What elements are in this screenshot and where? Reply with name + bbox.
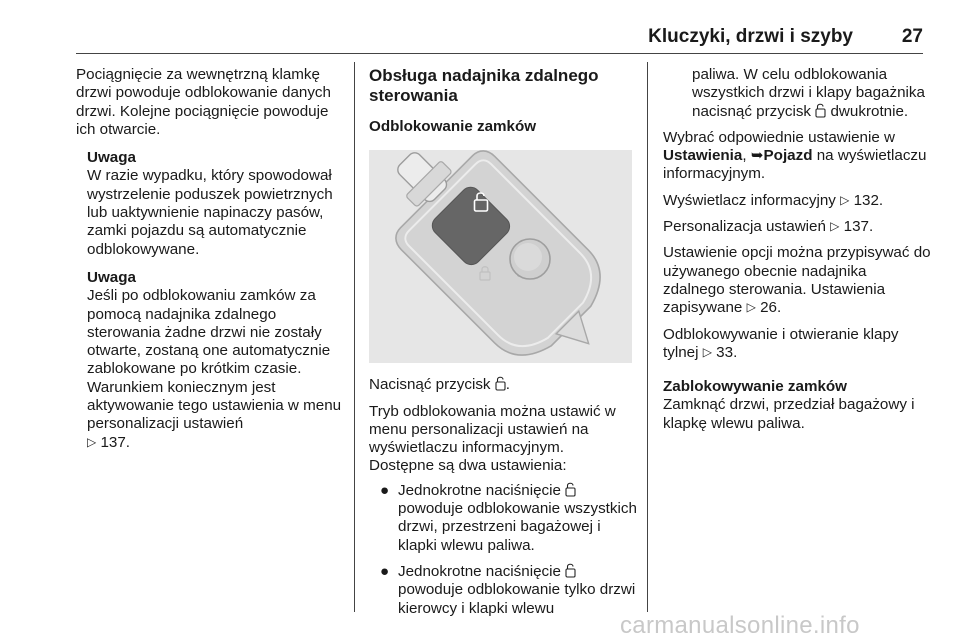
page-reference-link[interactable]: 137. bbox=[843, 218, 874, 236]
column-2 bbox=[369, 66, 637, 618]
unlock-mode-paragraph: Tryb odblokowania można ustawić w menu personalizacji ustawień na wyświetlaczu informacyjnym. bbox=[369, 402, 616, 457]
menu-separator: , bbox=[742, 147, 747, 165]
save-text: Ustawienie opcji można przypisywać do używanego obecnie nadajnika zdalnego sterowania. Ustawienia zapisywane bbox=[663, 244, 931, 317]
bullet-dot-icon: ● bbox=[380, 481, 390, 499]
unlock-icon bbox=[815, 103, 826, 118]
two-settings-paragraph: Dostępne są dwa ustawienia: bbox=[369, 457, 567, 475]
unlock-icon bbox=[565, 563, 576, 578]
menu-arrow-icon: ➥ bbox=[750, 147, 764, 165]
list-item-text: Jednokrotne naciśnięcie bbox=[398, 481, 561, 499]
settings-list bbox=[369, 482, 637, 618]
unlock-icon bbox=[565, 482, 576, 497]
page-title: Kluczyki, drzwi i szyby bbox=[648, 26, 853, 47]
watermark: carmanualsonline.info bbox=[620, 612, 860, 639]
list-item bbox=[369, 482, 637, 555]
page-reference-link[interactable]: 137. bbox=[100, 433, 131, 451]
personalization-reference bbox=[663, 218, 931, 236]
bullet-dot-icon: ● bbox=[380, 562, 390, 580]
menu-settings-label: Ustawienia bbox=[663, 147, 743, 165]
header-rule bbox=[76, 53, 923, 54]
list-item-text: Jednokrotne naciśnięcie bbox=[398, 562, 561, 580]
reference-triangle-icon: ▷ bbox=[840, 192, 850, 207]
page-header bbox=[76, 26, 923, 56]
note-title: Uwaga bbox=[87, 149, 136, 167]
intro-paragraph: Pociągnięcie za wewnętrzną klamkę drzwi powoduje odblokowanie danych drzwi. Kolejne pociągnięcie powoduje ich otwarcie. bbox=[76, 66, 331, 138]
continuation-end: dwukrotnie. bbox=[830, 102, 909, 120]
column-3 bbox=[663, 66, 931, 433]
page-reference-link[interactable]: 132. bbox=[853, 191, 884, 209]
column-divider bbox=[647, 62, 648, 612]
key-fob-illustration bbox=[369, 150, 632, 363]
display-reference bbox=[663, 192, 931, 210]
note-text bbox=[87, 287, 348, 452]
tailgate-reference bbox=[663, 326, 931, 363]
lock-paragraph: Zamknąć drzwi, przedział bagażowy i klapkę wlewu paliwa. bbox=[663, 396, 915, 432]
continuation-paragraph bbox=[692, 66, 931, 121]
key-fob-drawing bbox=[369, 150, 632, 363]
unlock-icon bbox=[495, 376, 506, 391]
reference-triangle-icon: ▷ bbox=[702, 344, 712, 359]
subsection-title: Odblokowanie zamków bbox=[369, 118, 537, 135]
page-reference-link[interactable]: 26. bbox=[760, 299, 782, 317]
column-1 bbox=[76, 66, 348, 452]
reference-triangle-icon: ▷ bbox=[830, 219, 840, 234]
note-text-body: Jeśli po odblokowaniu zamków za pomocą nadajnika zdalnego sterowania żadne drzwi nie zostały otwarte, zostaną one automatycznie zablokowane po krótkim czasie. Warunkiem koniecznym jest aktywowanie tego ustawienia w menu personalizacji ustawień bbox=[87, 287, 342, 433]
note-title: Uwaga bbox=[87, 268, 136, 286]
choose-text-end: na wyświetlaczu informacyjnym. bbox=[663, 147, 927, 183]
reference-triangle-icon: ▷ bbox=[87, 434, 97, 449]
reference-text: Odblokowywanie i otwieranie klapy tylnej bbox=[663, 325, 899, 361]
list-item bbox=[369, 563, 637, 618]
list-item-text: powoduje odblokowanie wszystkich drzwi, przestrzeni bagażowej i klapki wlewu paliwa. bbox=[398, 500, 637, 554]
save-setting-paragraph bbox=[663, 244, 931, 317]
press-text: Nacisnąć przycisk bbox=[369, 376, 491, 394]
choose-setting-paragraph bbox=[663, 129, 931, 184]
press-end: . bbox=[505, 376, 510, 394]
section-title: Obsługa nadajnika zdalnego sterowania bbox=[369, 66, 599, 105]
press-button-paragraph bbox=[369, 376, 637, 394]
page-reference-link[interactable]: 33. bbox=[716, 343, 738, 361]
continuation-text: paliwa. W celu odblokowania wszystkich drzwi i klapy bagażnika nacisnąć przycisk bbox=[692, 66, 925, 120]
list-item-text: powoduje odblokowanie tylko drzwi kierowcy i klapki wlewu bbox=[398, 581, 636, 617]
column-divider bbox=[354, 62, 355, 612]
menu-vehicle-label: Pojazd bbox=[763, 147, 813, 165]
reference-triangle-icon: ▷ bbox=[746, 300, 756, 315]
page-number: 27 bbox=[901, 26, 923, 47]
reference-text: Wyświetlacz informacyjny bbox=[663, 191, 836, 209]
subsection-title: Zablokowywanie zamków bbox=[663, 378, 847, 396]
choose-text: Wybrać odpowiednie ustawienie w bbox=[663, 128, 896, 146]
reference-text: Personalizacja ustawień bbox=[663, 218, 826, 236]
note-text: W razie wypadku, który spowodował wystrzelenie poduszek powietrznych lub uaktywnienie napinaczy pasów, zamki pojazdu są automatycznie odblokowywane. bbox=[87, 167, 333, 258]
